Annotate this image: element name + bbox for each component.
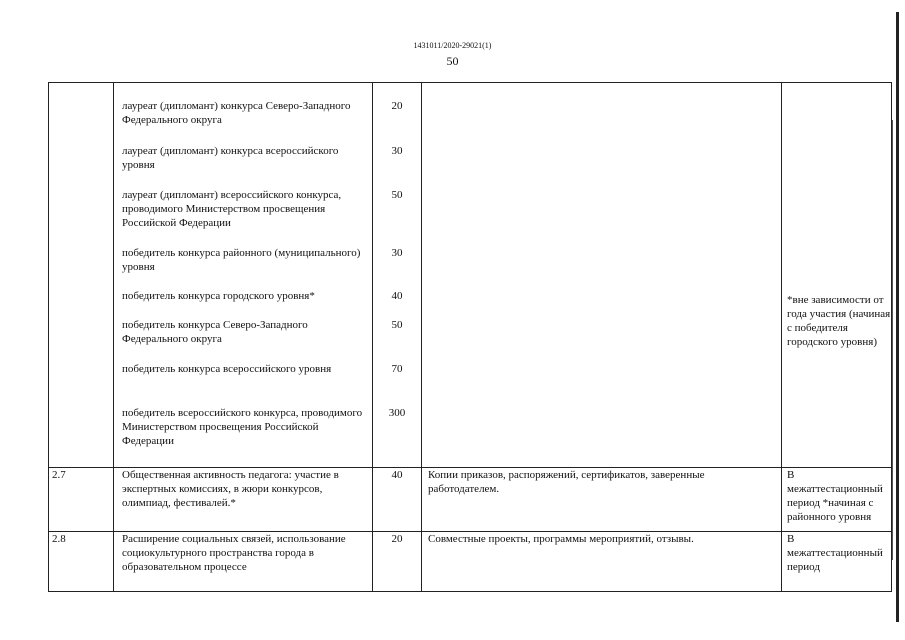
- criterion-text: Расширение социальных связей, использование социокультурного пространства города в образовательном процессе: [114, 532, 373, 592]
- points-value: 30: [391, 145, 403, 157]
- points-cell: [373, 83, 422, 468]
- points-value: 300: [388, 407, 406, 419]
- binding-edge-line: [896, 12, 899, 622]
- documents-text: Совместные проекты, программы мероприятий, отзывы.: [422, 532, 782, 592]
- row-number: 2.7: [49, 468, 114, 532]
- table-row-2-7: [49, 468, 892, 532]
- note-text: *вне зависимости от года участия (начиная с победителя городского уровня): [787, 294, 891, 348]
- document-id: 1431011/2020-29021(1): [413, 41, 492, 50]
- points-text: 20: [391, 533, 403, 545]
- points-text: 40: [391, 469, 403, 481]
- table-row-continuation: [49, 83, 892, 468]
- list-item: победитель конкурса Северо-Западного Федерального округа: [122, 319, 308, 345]
- criterion-text: Общественная активность педагога: участие в экспертных комиссиях, в жюри конкурсов, олимпиад, фестивалей.*: [114, 468, 373, 532]
- binding-edge-line-thin: [892, 120, 893, 560]
- list-item: лауреат (дипломант) конкурса всероссийского уровня: [122, 145, 339, 171]
- list-item: победитель всероссийского конкурса, проводимого Министерством просвещения Российской Федерации: [122, 407, 363, 447]
- note-text: В межаттестационный период *начиная с районного уровня: [782, 468, 892, 532]
- points-value: 50: [391, 189, 403, 201]
- table-row-2-8: [49, 532, 892, 592]
- points-value: [373, 532, 422, 592]
- row-number: 2.8: [49, 532, 114, 592]
- criterion-cell: [114, 83, 373, 468]
- points-value: 30: [391, 247, 403, 259]
- num-cell: [49, 83, 114, 468]
- documents-text: Копии приказов, распоряжений, сертификатов, заверенные работодателем.: [422, 468, 782, 532]
- documents-cell: [422, 83, 782, 468]
- points-value: 20: [391, 100, 403, 112]
- note-text: В межаттестационный период: [782, 532, 892, 592]
- note-cell: [782, 83, 892, 468]
- points-value: [373, 468, 422, 532]
- criteria-table: [48, 82, 892, 592]
- points-value: 70: [391, 363, 403, 375]
- list-item: лауреат (дипломант) всероссийского конкурса, проводимого Министерством просвещения Российской Федерации: [122, 189, 342, 229]
- points-value: 40: [391, 290, 403, 302]
- list-item: победитель конкурса всероссийского уровня: [122, 363, 332, 375]
- points-value: 50: [391, 319, 403, 331]
- list-item: победитель конкурса районного (муниципального) уровня: [122, 247, 361, 273]
- list-item: победитель конкурса городского уровня*: [122, 290, 315, 302]
- page-number: 50: [446, 54, 459, 68]
- list-item: лауреат (дипломант) конкурса Северо-Западного Федерального округа: [122, 100, 351, 126]
